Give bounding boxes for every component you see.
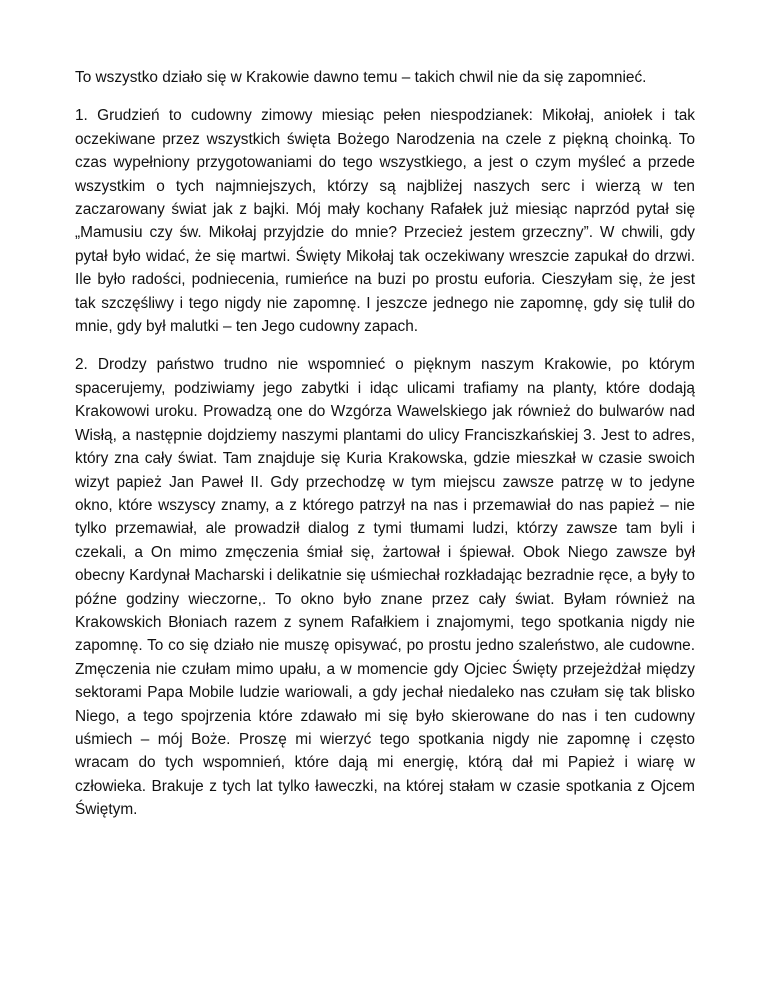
paragraph-december: 1. Grudzień to cudowny zimowy miesiąc pełen niespodzianek: Mikołaj, aniołek i tak oczekiwane przez wszystkich święta Bożego Narodzenia na czele z piękną choinką. To czas wypełniony przygotowaniami do tego wszystkiego, a jest o czym myśleć a przede wszystkim o tych najmniejszych, którzy są najbliżej naszych serc i wierzą w ten zaczarowany świat jak z bajki. Mój mały kochany Rafałek już miesiąc naprzód pytał się „Mamusiu czy św. Mikołaj przyjdzie do mnie? Przecież jestem grzeczny”. W chwili, gdy pytał było widać, że się martwi. Święty Mikołaj tak oczekiwany wreszcie zapukał do drzwi. Ile było radości, podniecenia, rumieńce na buzi po prostu euforia. Cieszyłam się, że jest tak szczęśliwy i tego nigdy nie zapomnę. I jeszcze jednego nie zapomnę, gdy się tulił do mnie, gdy był malutki – ten Jego cudowny zapach.: [75, 107, 695, 336]
document-page: [75, 66, 695, 837]
intro-paragraph: To wszystko działo się w Krakowie dawno temu – takich chwil nie da się zapomnieć.: [75, 69, 647, 86]
paragraph-krakow: 2. Drodzy państwo trudno nie wspomnieć o pięknym naszym Krakowie, po którym spacerujemy, podziwiamy jego zabytki i idąc ulicami trafiamy na planty, które dodają Krakowowi uroku. Prowadzą one do Wzgórza Wawelskiego jak również do bulwarów nad Wisłą, a następnie dojdziemy naszymi plantami do ulicy Franciszkańskiej 3. Jest to adres, który zna cały świat. Tam znajduje się Kuria Krakowska, gdzie mieszkał w czasie swoich wizyt papież Jan Paweł II. Gdy przechodzę w tym miejscu zawsze patrzę w to jedyne okno, które wszyscy znamy, a z którego patrzył na nas i przemawiał do nas papież – nie tylko przemawiał, ale prowadził dialog z tymi tłumami ludzi, którzy zawsze tam byli i czekali, a On mimo zmęczenia śmiał się, żartował i śpiewał. Obok Niego zawsze był obecny Kardynał Macharski i delikatnie się uśmiechał rozkładając bezradnie ręce, a były to późne godziny wieczorne,. To okno było znane przez cały świat. Byłam również na Krakowskich Błoniach razem z synem Rafałkiem i znajomymi, tego spotkania nigdy nie zapomnę. To co się działo nie muszę opisywać, po prostu jedno szaleństwo, ale cudowne. Zmęczenia nie czułam mimo upału, a w momencie gdy Ojciec Święty przejeżdżał między sektorami Papa Mobile ludzie wariowali, a gdy jechał niedaleko nas czułam się tak blisko Niego, a tego spojrzenia które zdawało mi się było skierowane do nas i ten cudowny uśmiech – mój Boże. Proszę mi wierzyć tego spotkania nigdy nie zapomnę i często wracam do tych wspomnień, które dają mi energię, którą dał mi Papież i wiarę w człowieka. Brakuje z tych lat tylko ławeczki, na której stałam w czasie spotkania z Ojcem Świętym.: [75, 356, 695, 819]
